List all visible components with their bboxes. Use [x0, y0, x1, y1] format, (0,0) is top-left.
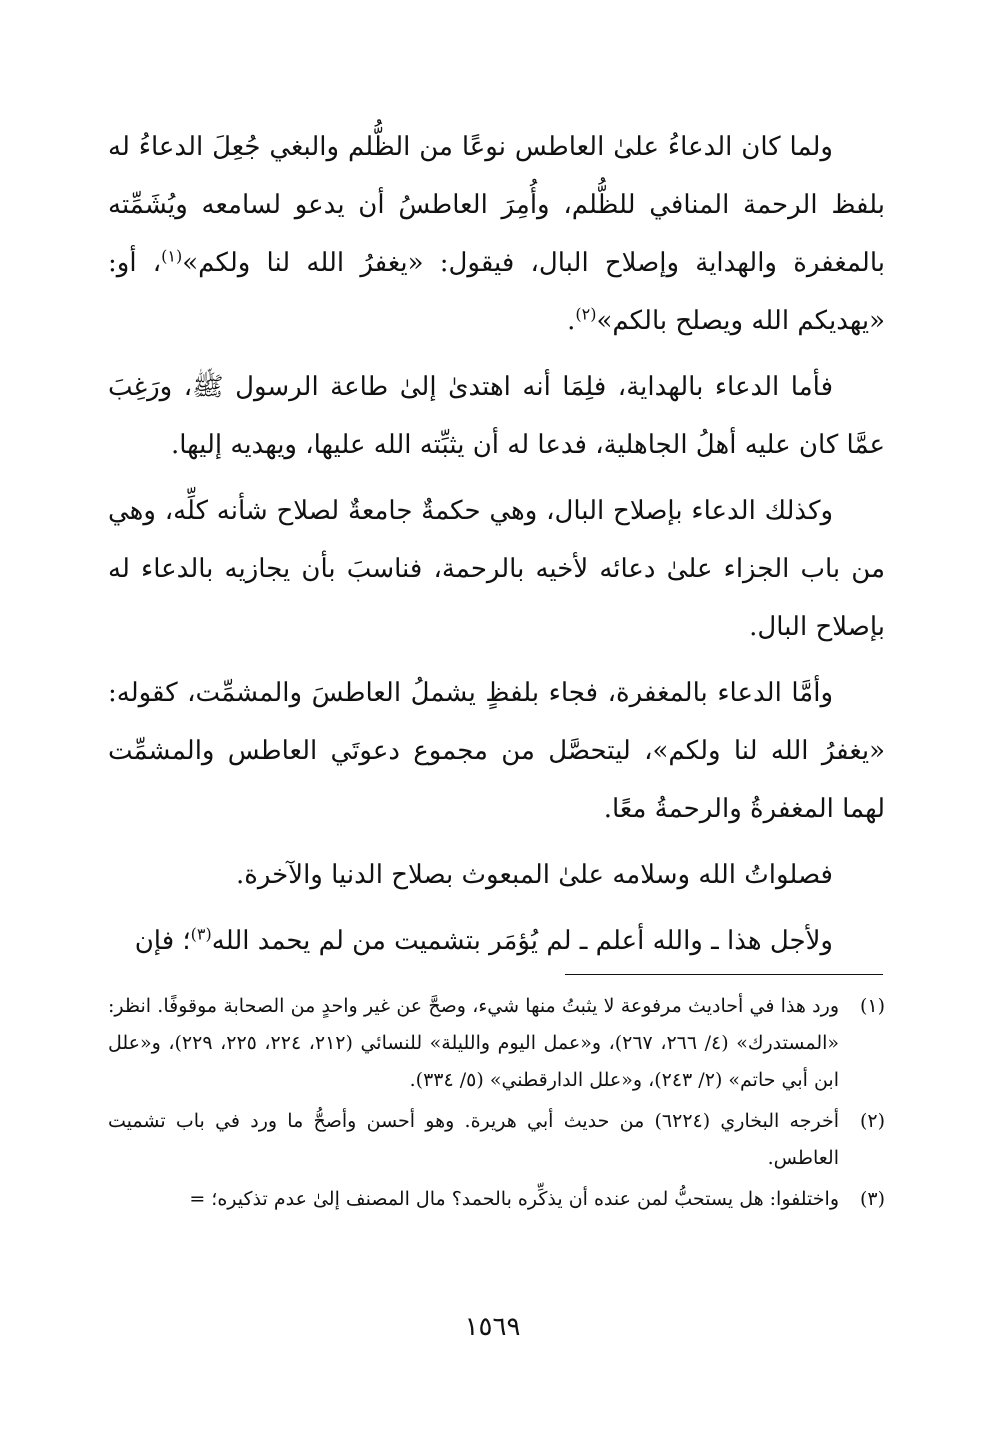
paragraph-3 — [108, 482, 885, 656]
paragraph-4 — [108, 664, 885, 838]
page-number: ١٥٦٩ — [464, 1312, 521, 1342]
paragraph-6-text-cont: ؛ فإن — [134, 926, 191, 956]
footnote-number: (٣) — [859, 1188, 885, 1210]
paragraph-6-text: ولأجل هذا ـ والله أعلم ـ لم يُؤمَر بتشميت من لم يحمد الله — [211, 926, 833, 956]
footnotes — [108, 988, 885, 1222]
paragraph-4-text: وأمَّا الدعاء بالمغفرة، فجاء بلفظٍ يشملُ العاطسَ والمشمِّت، كقوله: «يغفرُ الله لنا ولكم»، ليتحصَّل من مجموع دعوتَي العاطس والمشمِّت لهما المغفرةُ والرحمةُ معًا. — [108, 678, 885, 824]
footnote-1 — [108, 988, 885, 1099]
footnote-text: واختلفوا: هل يستحبُّ لمن عنده أن يذكِّره بالحمد؟ مال المصنف إلىٰ عدم تذكيره؛ = — [189, 1188, 839, 1210]
footnote-ref-3[interactable]: (٣) — [190, 924, 212, 944]
footnote-ref-2[interactable]: (٢) — [575, 304, 597, 324]
footnote-text: أخرجه البخاري (٦٢٢٤) من حديث أبي هريرة. وهو أحسن وأصحُّ ما ورد في باب تشميت العاطس. — [108, 1110, 839, 1169]
footnote-3 — [108, 1181, 885, 1218]
footnote-number: (١) — [859, 995, 885, 1017]
paragraph-6 — [108, 912, 885, 970]
main-text — [108, 118, 885, 978]
paragraph-2-text: فأما الدعاء بالهداية، فلِمَا أنه اهتدىٰ إلىٰ طاعة الرسول ﷺ، ورَغِبَ عمَّا كان عليه أهلُ الجاهلية، فدعا له أن يثبِّته الله عليها، ويهديه إليها. — [108, 372, 885, 460]
footnote-text: ورد هذا في أحاديث مرفوعة لا يثبتُ منها شيء، وصحَّ عن غير واحدٍ من الصحابة موقوفًا. انظر: «المستدرك» (٤/ ٢٦٦، ٢٦٧)، و«عمل اليوم والليلة» للنسائي (٢١٢، ٢٢٤، ٢٢٥، ٢٢٩)، و«علل ابن أبي حاتم» (٢/ ٢٤٣)، و«علل الدارقطني» (٥/ ٣٣٤). — [108, 995, 840, 1091]
paragraph-1-text: ولما كان الدعاءُ علىٰ العاطس نوعًا من الظُّلم والبغي جُعِلَ الدعاءُ له بلفظ الرحمة المنافي للظُّلم، وأُمِرَ العاطسُ أن يدعو لسامعه ويُشَمِّته بالمغفرة والهداية وإصلاح البال، فيقول: «يغفرُ الله لنا ولكم» — [108, 132, 885, 278]
paragraph-3-text: وكذلك الدعاء بإصلاح البال، وهي حكمةٌ جامعةٌ لصلاح شأنه كلِّه، وهي من باب الجزاء علىٰ دعائه لأخيه بالرحمة، فناسبَ بأن يجازيه بالدعاء له بإصلاح البال. — [108, 496, 885, 642]
paragraph-1-text-end: . — [567, 306, 576, 336]
footnote-divider — [565, 974, 883, 975]
footnote-number: (٢) — [859, 1110, 885, 1132]
footnote-ref-1[interactable]: (١) — [161, 246, 183, 266]
paragraph-5-text: فصلواتُ الله وسلامه علىٰ المبعوث بصلاح الدنيا والآخرة. — [235, 860, 833, 890]
paragraph-2 — [108, 358, 885, 474]
paragraph-1-text-cont: ، أو: «يهديكم الله ويصلح بالكم» — [108, 248, 885, 336]
paragraph-1 — [108, 118, 885, 350]
footnote-2 — [108, 1103, 885, 1177]
paragraph-5 — [108, 846, 885, 904]
